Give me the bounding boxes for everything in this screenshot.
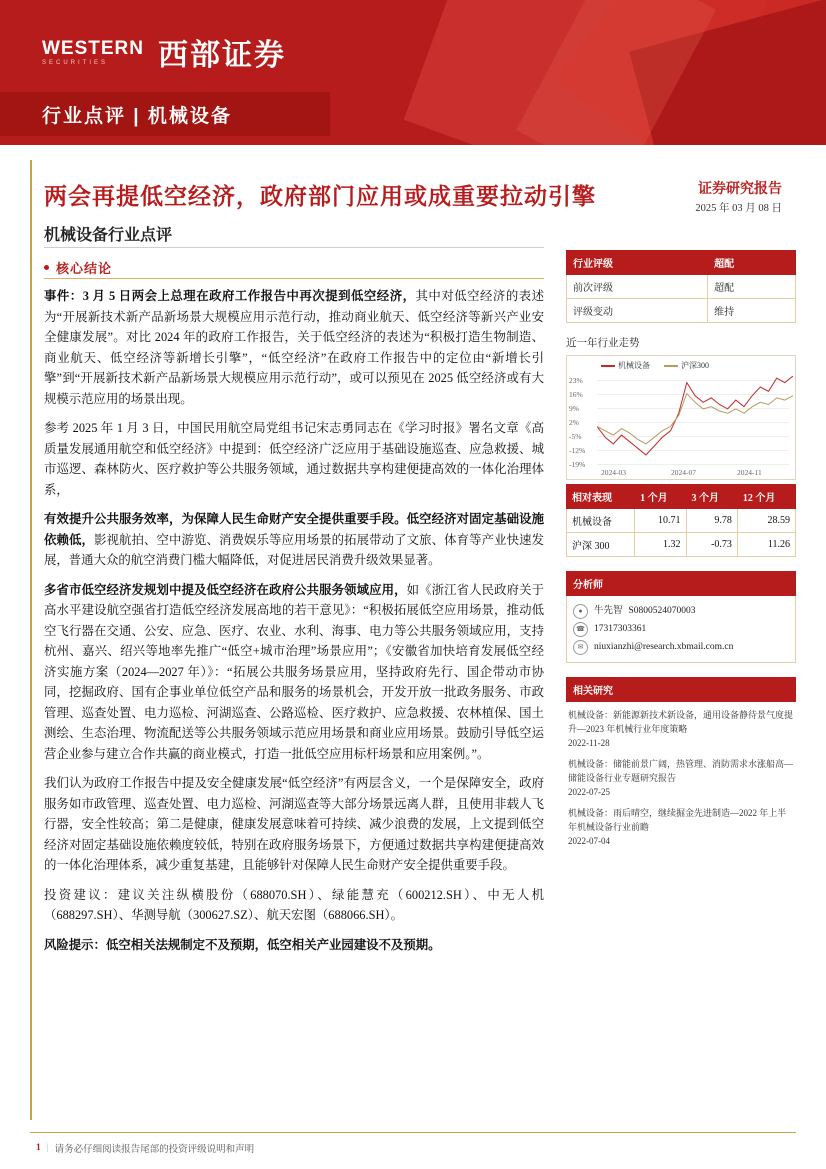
perf-row1-name: 沪深 300 bbox=[567, 533, 635, 557]
page-subtitle: 机械设备行业点评 bbox=[44, 227, 173, 244]
perf-header-0: 相对表现 bbox=[567, 485, 635, 509]
paragraph bbox=[44, 418, 544, 500]
legend-label-1: 机械设备 bbox=[618, 361, 650, 370]
y-tick-3: 2% bbox=[569, 418, 579, 427]
related-text: 机械设备：雨后晴空，继续掘金先进制造—2022 年上半年机械设备行业前瞻 bbox=[568, 808, 787, 832]
perf-row1-3m: -0.73 bbox=[686, 533, 737, 557]
brand-logo bbox=[42, 30, 286, 74]
y-tick-6: -19% bbox=[569, 460, 586, 469]
left-accent-rule bbox=[30, 160, 32, 1120]
logo-mark bbox=[42, 39, 144, 66]
perf-row1-1m: 1.32 bbox=[635, 533, 686, 557]
y-tick-5: -12% bbox=[569, 446, 586, 455]
paragraph-text: 影视航拍、空中游览、消费娱乐等应用场景的拓展带动了文旅、体育等产业快速发展，普通大众的航空消费门槛大幅降低，对促进居民消费升级效果显著。 bbox=[44, 532, 545, 567]
table-row bbox=[567, 509, 796, 533]
x-tick-1: 2024-07 bbox=[671, 468, 696, 477]
legend-item-2 bbox=[664, 360, 709, 371]
header-banner bbox=[0, 0, 826, 145]
list-item[interactable] bbox=[568, 708, 794, 750]
paragraph-lead: 多省市低空经济发规划中提及低空经济在政府公共服务领域应用， bbox=[44, 582, 407, 597]
y-tick-2: 9% bbox=[569, 404, 579, 413]
perf-row0-3m: 9.78 bbox=[686, 509, 737, 533]
perf-row0-name: 机械设备 bbox=[567, 509, 635, 533]
paragraph-text: 我们认为政府工作报告中提及安全健康发展“低空经济”有两层含义，一个是保障安全，政府服务如市政管理、巡查处置、电力巡检、河湖巡查等大部分场景远离人群，且使用非载人飞行器，安全性较高；第二是健康，健康发展意味着可持续、减少浪费的发展，上文提到低空经济对固定基础设施依赖度较低，特别在政府服务场景下，方便通过数据共享构建便捷高效的一体化治理体系，减少重复基建，且能够针对保障人民生命财产安全提供重要手段。 bbox=[44, 776, 544, 872]
paragraph-text: 如《浙江省人民政府关于高水平建设航空强省打造低空经济发展高地的若干意见》：“积极拓展低空应用场景，推动低空飞行器在交通、公安、应急、医疗、农业、水利、海事、电力等公共服务领域应用，支持杭州、嘉兴、绍兴等地率先推广“低空+城市治理”场景应用”；《安徽省加快培育发展低空经济实施方案（2024—2027 年）》：“拓展公共服务场景应用，坚持政府先行、国企带动市协同，挖掘政府、国有企事业单位低空产品和服务的场景机会，开发开放一批政务服务、市政管理、巡查处置、电力巡检、河湖巡查、公路巡检、医疗救护、应急救援、农林植保、国土测绘、生态治理、物流配送等公共服务领域示范应用场景和商业应用场景。鼓励引导低空运营企业参与建立合作共赢的商业模式，打造一批低空应用标杆场景和应用案例。”。 bbox=[44, 582, 545, 761]
analyst-name-row bbox=[573, 603, 789, 619]
footer-rule bbox=[30, 1132, 796, 1133]
logo-chinese: 西部证券 bbox=[158, 39, 286, 72]
paragraph-lead: 有效提升公共服务效率，为保障人民生命财产安全提供重要手段。低空经济对固定基础设施依赖低， bbox=[44, 512, 544, 547]
rating-change-label: 评级变动 bbox=[567, 299, 708, 323]
table-header-row bbox=[567, 251, 796, 275]
core-conclusion-heading bbox=[44, 258, 112, 277]
bullet-dot-icon bbox=[44, 265, 49, 270]
category-ribbon bbox=[0, 92, 330, 136]
perf-header-2: 3 个月 bbox=[686, 485, 737, 509]
paragraph bbox=[44, 935, 544, 956]
paragraph bbox=[44, 773, 544, 876]
related-research-list bbox=[566, 702, 796, 861]
relative-performance-table bbox=[566, 484, 796, 557]
report-type-label: 证券研究报告 bbox=[698, 182, 782, 197]
analyst-phone: 17317303361 bbox=[594, 624, 647, 634]
related-date: 2022-07-25 bbox=[568, 787, 610, 797]
paragraph-text: 投资建议：建议关注纵横股份（688070.SH）、绿能慧充（600212.SH）、中无人机（688297.SH）、华测导航（300627.SZ）、航天宏图（688066.SH）。 bbox=[44, 887, 544, 922]
table-row bbox=[567, 275, 796, 299]
x-tick-0: 2024-03 bbox=[601, 468, 626, 477]
logo-subtext: SECURITIES bbox=[42, 59, 109, 66]
analyst-section-title: 分析师 bbox=[566, 571, 796, 596]
y-tick-0: 23% bbox=[569, 376, 583, 385]
risk-warning: 风险提示：低空相关法规制定不及预期，低空相关产业园建设不及预期。 bbox=[44, 937, 441, 952]
perf-row0-1m: 10.71 bbox=[635, 509, 686, 533]
table-header-row bbox=[567, 485, 796, 509]
category-ribbon-label: 行业点评 | 机械设备 bbox=[42, 105, 232, 127]
legend-swatch-2 bbox=[664, 365, 678, 367]
paragraph bbox=[44, 286, 544, 409]
report-date: 2025 年 03 月 08 日 bbox=[695, 203, 782, 214]
legend-label-2: 沪深300 bbox=[681, 361, 709, 370]
footer-divider: | bbox=[46, 1143, 49, 1153]
perf-row1-12m: 11.26 bbox=[737, 533, 795, 557]
list-item[interactable] bbox=[568, 806, 794, 848]
rating-prev-label: 前次评级 bbox=[567, 275, 708, 299]
chart-plot bbox=[597, 376, 793, 468]
core-conclusion-label: 核心结论 bbox=[56, 261, 113, 276]
x-tick-2: 2024-11 bbox=[737, 468, 762, 477]
logo-english: WESTERN bbox=[42, 37, 144, 59]
analyst-phone-row bbox=[573, 621, 789, 637]
page-title: 两会再提低空经济，政府部门应用或成重要拉动引擎 bbox=[44, 184, 596, 209]
list-item[interactable] bbox=[568, 757, 794, 799]
person-icon: ● bbox=[573, 604, 588, 619]
related-text: 机械设备：储能前景广阔，热管理、消防需求水涨船高—储能设备行业专题研究报告 bbox=[568, 759, 794, 783]
legend-item-1 bbox=[601, 360, 650, 371]
analyst-name: 牛先智 bbox=[594, 606, 623, 616]
phone-icon: ☎ bbox=[573, 622, 588, 637]
chart-legend bbox=[601, 360, 709, 371]
related-date: 2022-11-28 bbox=[568, 738, 610, 748]
page-number: 1 bbox=[36, 1143, 41, 1153]
analyst-details bbox=[566, 596, 796, 663]
y-tick-4: -5% bbox=[569, 432, 582, 441]
rating-table-header-label: 行业评级 bbox=[567, 251, 708, 275]
paragraph bbox=[44, 885, 544, 926]
rating-prev-value: 超配 bbox=[708, 275, 796, 299]
perf-header-3: 12 个月 bbox=[737, 485, 795, 509]
paragraph-text: 参考 2025 年 1 月 3 日，中国民用航空局党组书记宋志勇同志在《学习时报》署名文章《高质量发展通用航空和低空经济》中提到：低空经济广泛应用于基础设施巡查、应急救援、城市巡逻、森林防火、医疗救护等公共服务领域，通过数据共享构建便捷高效的一体化治理体系， bbox=[44, 421, 544, 497]
footer-text: 请务必仔细阅读报告尾部的投资评级说明和声明 bbox=[54, 1145, 255, 1155]
page-footer bbox=[36, 1141, 254, 1155]
y-tick-1: 16% bbox=[569, 390, 583, 399]
analyst-email[interactable]: niuxianzhi@research.xbmail.com.cn bbox=[594, 642, 734, 652]
trend-chart bbox=[566, 355, 796, 480]
rating-table bbox=[566, 250, 796, 323]
analyst-license: S0800524070003 bbox=[628, 606, 696, 616]
rating-change-value: 维持 bbox=[708, 299, 796, 323]
related-date: 2022-07-04 bbox=[568, 836, 610, 846]
core-conclusion-divider bbox=[44, 278, 544, 279]
chart-section-title: 近一年行业走势 bbox=[566, 338, 640, 349]
legend-swatch-1 bbox=[601, 365, 615, 367]
rating-table-header-value: 超配 bbox=[708, 251, 796, 275]
paragraph-lead: 事件：3 月 5 日两会上总理在政府工作报告中再次提到低空经济， bbox=[44, 289, 416, 303]
paragraph-text: 其中对低空经济的表述为“开展新技术新产品新场景大规模应用示范行动，推动商业航天、低空经济等新兴产业安全健康发展”。对比 2024 年的政府工作报告，关于低空经济的表述为“积极打造生物制造、商业航天、低空经济等新增长引擎”，“低空经济”在政府工作报告中的定位由“新增长引擎”到“开展新技术新产品新场景大规模应用示范行动”，或可以预见在 2025 低空经济或有大规模示范应用的场景出现。 bbox=[44, 289, 545, 406]
table-row bbox=[567, 299, 796, 323]
analyst-email-row bbox=[573, 639, 789, 655]
subtitle-divider bbox=[44, 247, 544, 248]
related-research-title: 相关研究 bbox=[566, 677, 796, 702]
perf-row0-12m: 28.59 bbox=[737, 509, 795, 533]
paragraph bbox=[44, 580, 544, 765]
right-sidebar bbox=[566, 250, 796, 861]
table-row bbox=[567, 533, 796, 557]
paragraph bbox=[44, 509, 544, 571]
perf-header-1: 1 个月 bbox=[635, 485, 686, 509]
body-text-column bbox=[44, 286, 544, 964]
email-icon: ✉ bbox=[573, 640, 588, 655]
related-text: 机械设备：新能源新技术新设备，通用设备静待景气度提升—2023 年机械行业年度策略 bbox=[568, 710, 794, 734]
